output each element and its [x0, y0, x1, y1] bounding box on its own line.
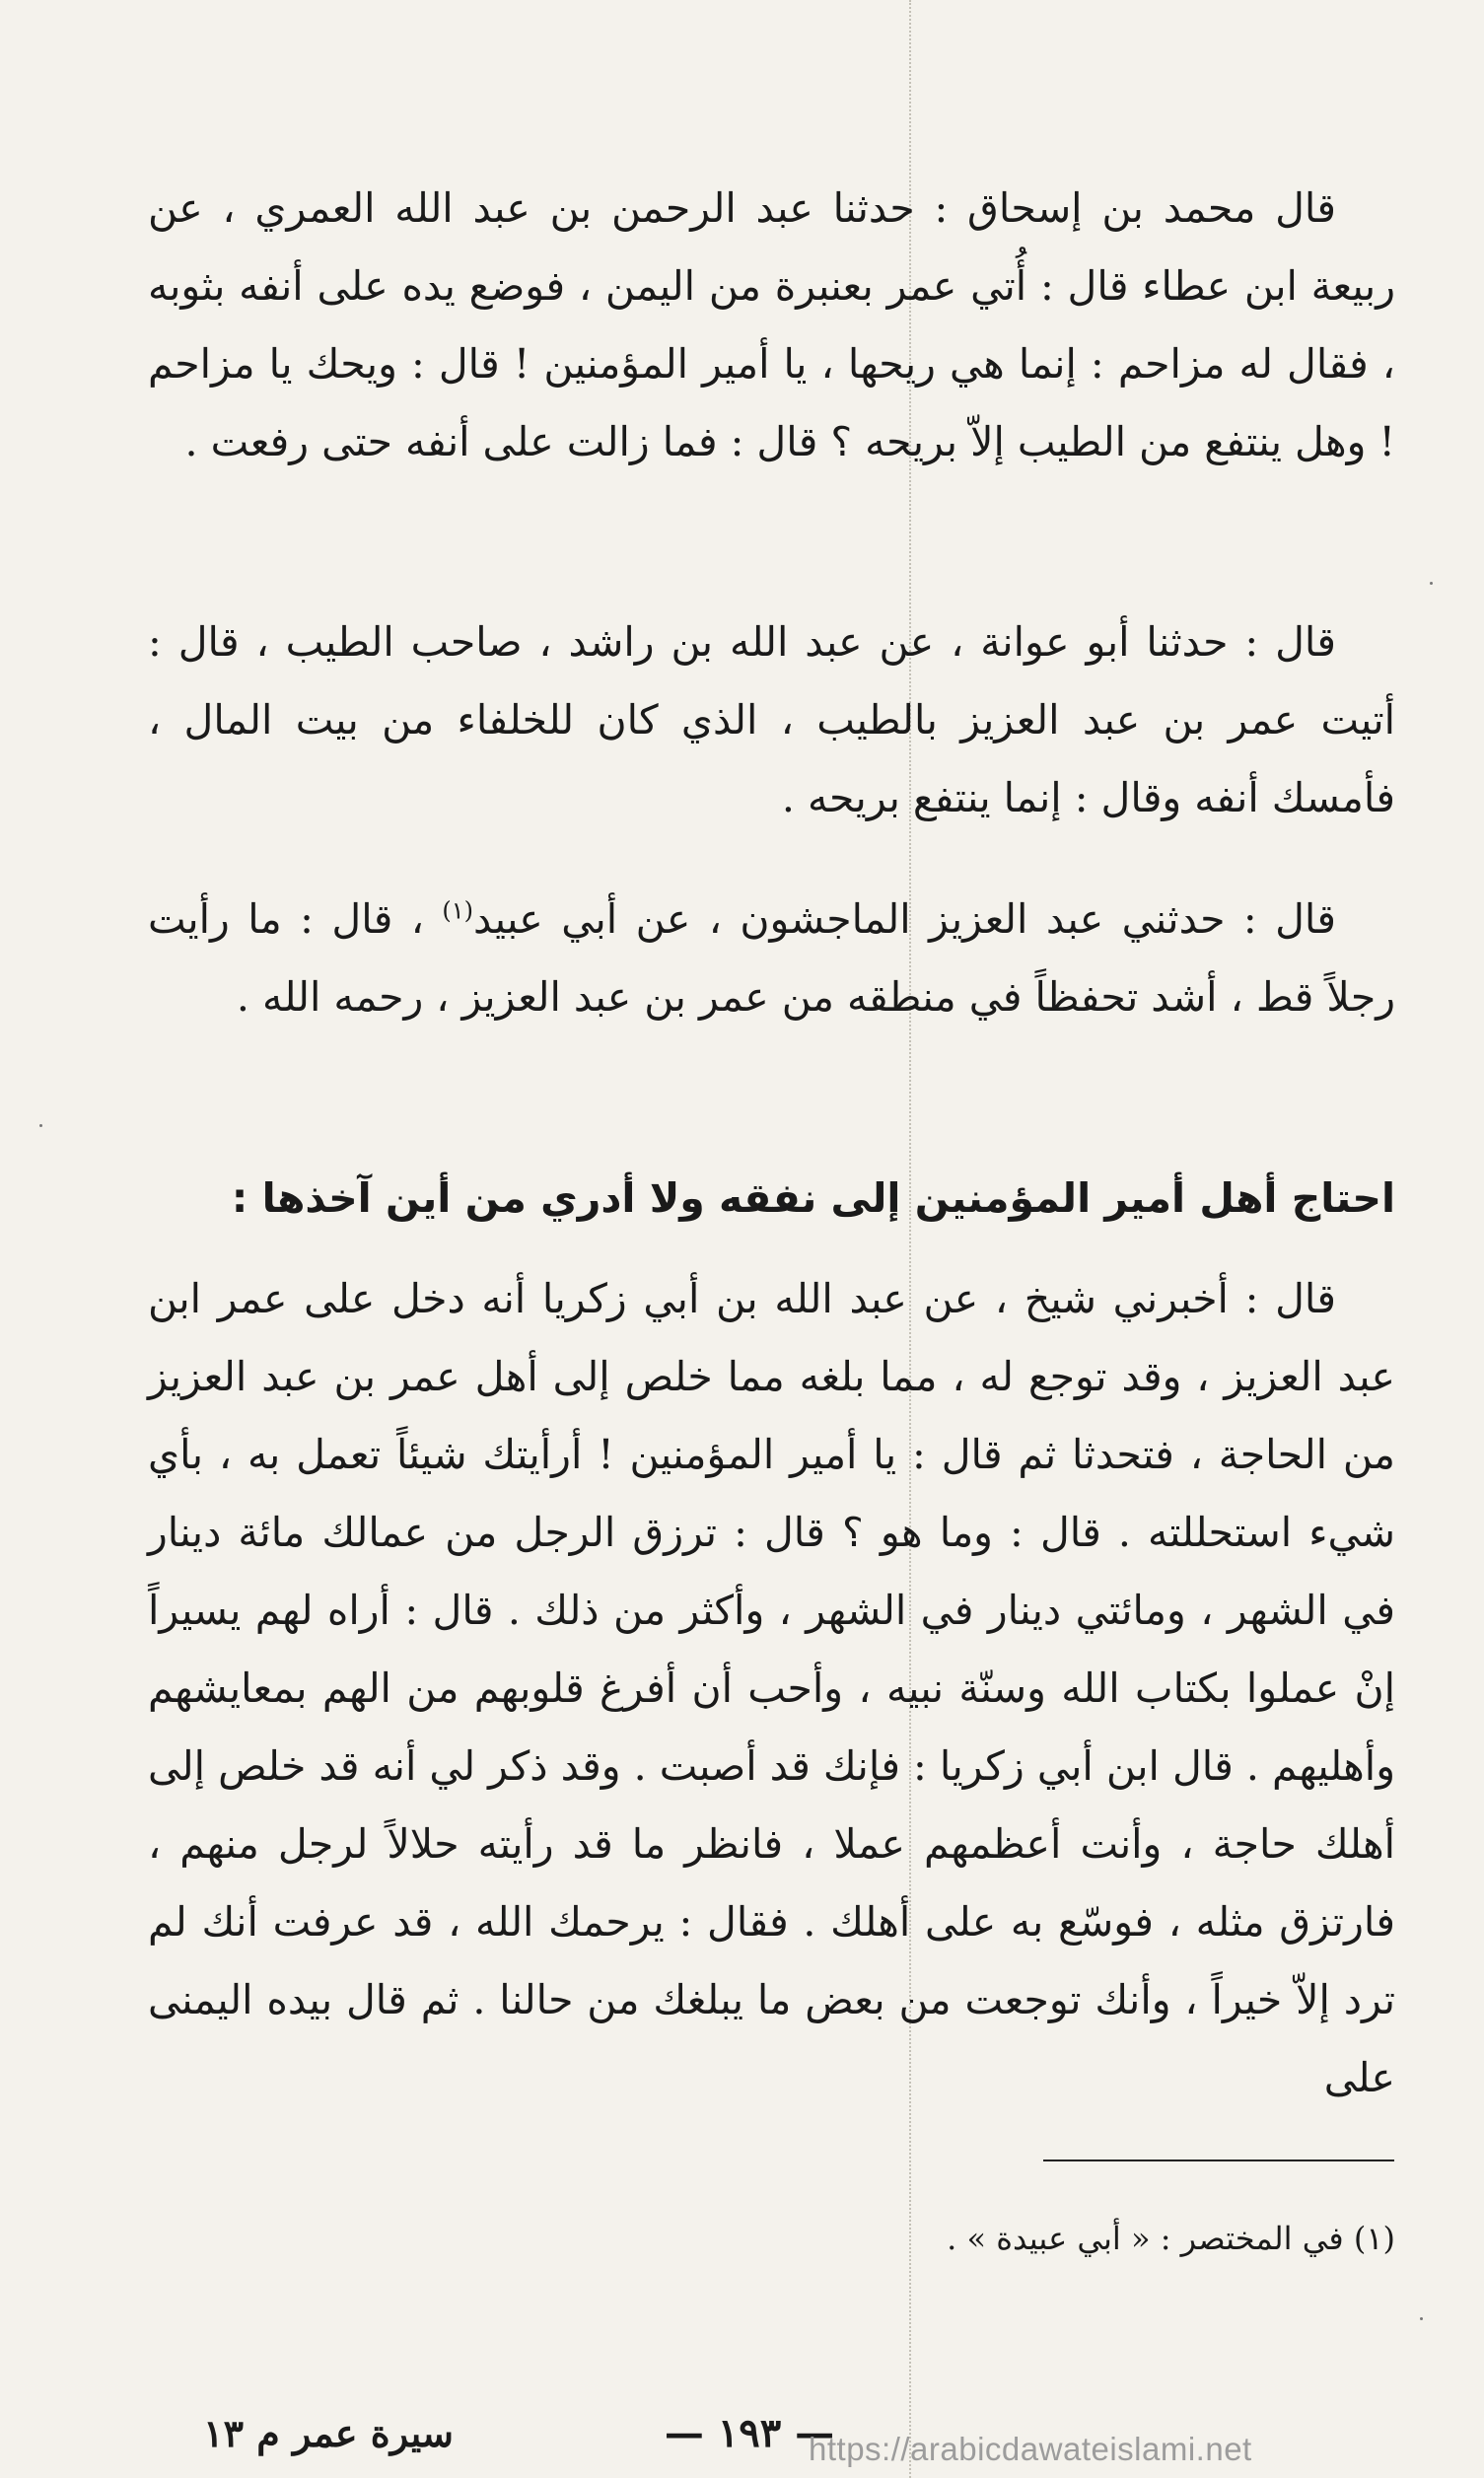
paragraph-1: قال محمد بن إسحاق : حدثنا عبد الرحمن بن عبد الله العمري ، عن ربيعة ابن عطاء قال : أُتي عمر بعنبرة من اليمن ، فوضع يده على أنفه بثوبه ، فقال له مزاحم : إنما هي ريحها ، يا أمير المؤمنين ! قال : ويحك يا مزاحم ! وهل ينتفع من الطيب إلاّ بريحه ؟ قال : فما زالت على أنفه حتى رفعت .: [148, 184, 1396, 465]
footnote: (١) في المختصر : « أبي عبيدة » .: [947, 2220, 1395, 2257]
section-heading: احتاج أهل أمير المؤمنين إلى نفقه ولا أدري من أين آخذها :: [231, 1174, 1395, 1222]
body-text-second: [148, 603, 1395, 837]
footnote-mark: (١): [442, 896, 474, 925]
running-title: سيرة عمر م ١٣: [203, 2411, 454, 2455]
paragraph-2: قال : حدثنا أبو عوانة ، عن عبد الله بن راشد ، صاحب الطيب ، قال : أتيت عمر بن عبد العزيز بالطيب ، الذي كان للخلفاء من بيت المال ، فأمسك أنفه وقال : إنما ينتفع بريحه .: [148, 618, 1395, 821]
body-text-section: [148, 1260, 1395, 2117]
scan-speck: [1420, 2317, 1423, 2320]
footnote-separator: [1043, 2159, 1394, 2161]
page-number: — ١٩٣ —: [664, 2410, 835, 2456]
watermark-url: https://arabicdawateislami.net: [809, 2431, 1252, 2467]
paragraph-3: [148, 881, 1395, 1036]
scan-speck: [1430, 582, 1433, 585]
body-text-third: [148, 881, 1395, 1036]
body-text-top: [148, 170, 1395, 481]
scan-speck: [39, 1124, 42, 1127]
paragraph-4: قال : أخبرني شيخ ، عن عبد الله بن أبي زكريا أنه دخل على عمر ابن عبد العزيز ، وقد توجع له ، مما بلغه مما خلص إلى أهل عمر بن عبد العزيز من الحاجة ، فتحدثا ثم قال : يا أمير المؤمنين ! أرأيتك شيئاً تعمل به ، بأي شيء استحللته . قال : وما هو ؟ قال : ترزق الرجل من عمالك مائة دينار في الشهر ، ومائتي دينار في الشهر ، وأكثر من ذلك . قال : أراه لهم يسيراً إنْ عملوا بكتاب الله وسنّة نبيه ، وأحب أن أفرغ قلوبهم من الهم بمعايشهم وأهليهم . قال ابن أبي زكريا : فإنك قد أصبت . وقد ذكر لي أنه قد خلص إلى أهلك حاجة ، وأنت أعظمهم عملا ، فانظر ما قد رأيته حلالاً لرجل منهم ، فارتزق مثله ، فوسّع به على أهلك . فقال : يرحمك الله ، قد عرفت أنك لم ترد إلاّ خيراً ، وأنك توجعت من بعض ما يبلغك من حالنا . ثم قال بيده اليمنى على: [148, 1275, 1395, 2101]
paragraph-3-start: قال : حدثني عبد العزيز الماجشون ، عن أبي عبيد: [473, 895, 1337, 943]
paragraph-3-end: ، قال : ما رأيت رجلاً قط ، أشد تحفظاً في منطقه من عمر بن عبد العزيز ، رحمه الله .: [148, 895, 1395, 1021]
